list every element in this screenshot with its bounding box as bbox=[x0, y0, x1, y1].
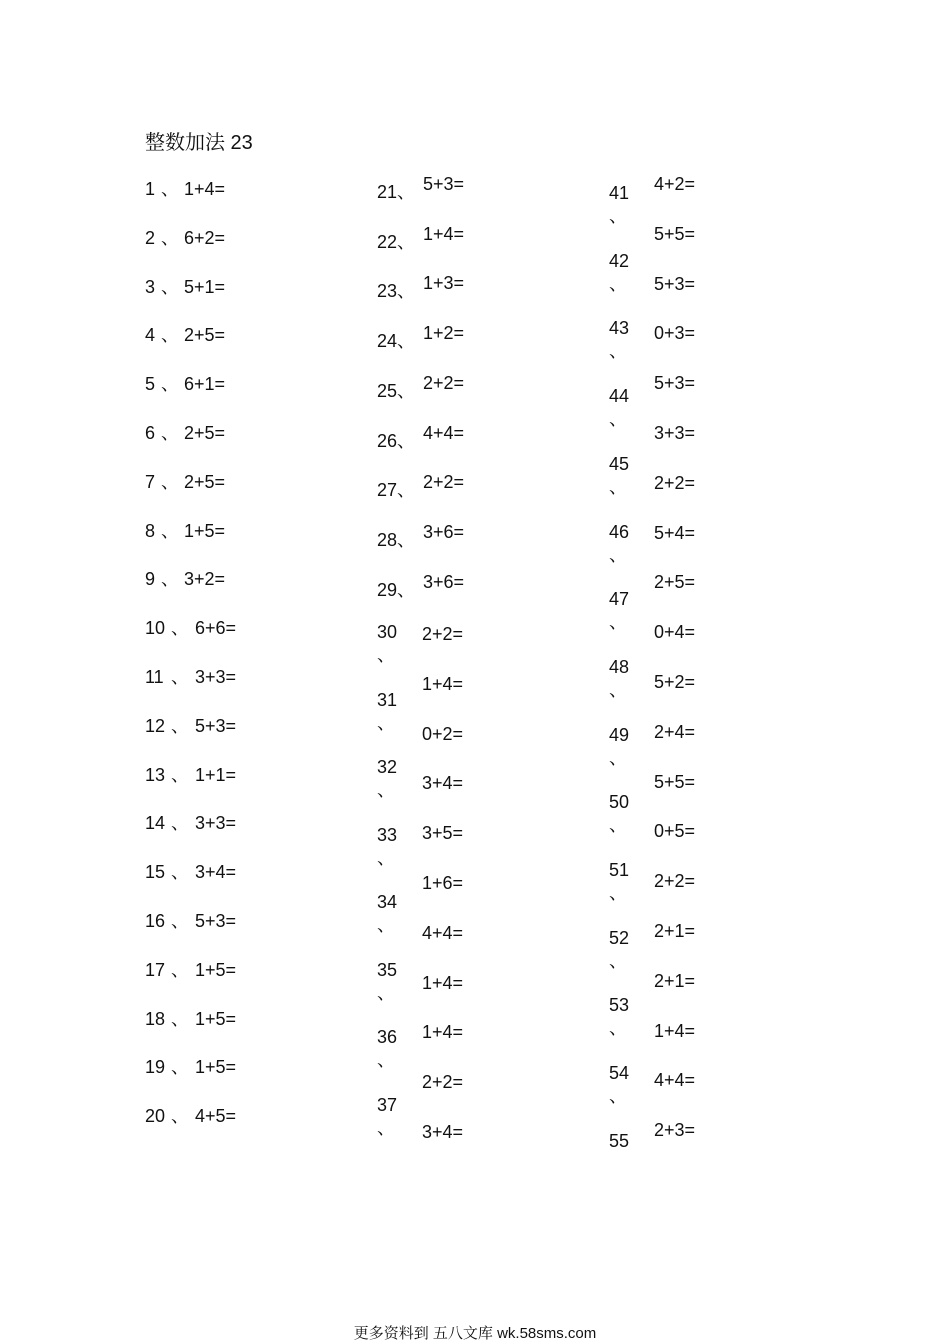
problem-separator: 、 bbox=[161, 276, 179, 297]
problem-number: 21 bbox=[377, 182, 398, 202]
problem-question: 2+5= bbox=[184, 423, 226, 443]
problem-separator: 、 bbox=[171, 667, 189, 687]
problem-number: 48 bbox=[609, 656, 630, 677]
problem-separator: 、 bbox=[377, 847, 395, 868]
problem-question: 1+4= bbox=[423, 223, 465, 244]
problem-question: 1+2= bbox=[423, 323, 465, 344]
problem-question: 4+4= bbox=[423, 422, 465, 443]
problem-number: 7 bbox=[145, 471, 156, 492]
problem-question: 2+5= bbox=[184, 325, 226, 346]
problem-number: 12 bbox=[145, 715, 166, 736]
page-title: 整数加法 23 bbox=[145, 132, 253, 154]
problem-question: 2+5= bbox=[654, 572, 696, 593]
problem-number: 47 bbox=[609, 589, 630, 610]
problem-separator: 、 bbox=[171, 862, 189, 883]
problem-question: 6+6= bbox=[195, 618, 237, 639]
problem-number: 16 bbox=[145, 911, 166, 931]
problem-number: 43 bbox=[609, 318, 630, 339]
problem-number: 22 bbox=[377, 231, 398, 252]
problem-question: 4+2= bbox=[654, 174, 696, 194]
problem-question: 2+3= bbox=[654, 1120, 696, 1141]
problem-separator: 、 bbox=[171, 764, 189, 785]
problem-separator: 、 bbox=[397, 331, 415, 352]
problem-separator: 、 bbox=[609, 206, 627, 226]
problem-separator: 、 bbox=[377, 1050, 395, 1070]
problem-question: 3+5= bbox=[422, 823, 464, 844]
problem-number: 45 bbox=[609, 453, 630, 474]
problem-number: 19 bbox=[145, 1057, 166, 1078]
footer-text: 更多资料到 五八文库 wk.58sms.com bbox=[353, 1325, 597, 1342]
problem-number: 1 bbox=[145, 179, 156, 199]
problem-separator: 、 bbox=[397, 182, 415, 202]
problem-separator: 、 bbox=[609, 747, 627, 768]
problem-separator: 、 bbox=[609, 409, 627, 430]
problem-question: 1+4= bbox=[422, 673, 464, 694]
problem-question: 2+2= bbox=[422, 1072, 464, 1093]
problem-separator: 、 bbox=[609, 950, 627, 971]
problem-number: 18 bbox=[145, 1008, 166, 1029]
problem-number: 32 bbox=[377, 757, 398, 777]
problem-question: 2+5= bbox=[184, 471, 226, 492]
problem-number: 24 bbox=[377, 331, 398, 352]
problem-number: 49 bbox=[609, 724, 630, 745]
problem-separator: 、 bbox=[171, 618, 189, 639]
problem-separator: 、 bbox=[609, 1086, 627, 1107]
problem-question: 3+3= bbox=[654, 423, 696, 443]
problem-number: 30 bbox=[377, 622, 398, 642]
problem-number: 23 bbox=[377, 281, 398, 302]
problem-number: 44 bbox=[609, 386, 630, 407]
problem-question: 3+4= bbox=[422, 773, 464, 794]
problem-question: 2+2= bbox=[654, 871, 696, 892]
problem-separator: 、 bbox=[161, 520, 179, 541]
problem-number: 33 bbox=[377, 824, 398, 845]
problem-number: 5 bbox=[145, 374, 156, 395]
problem-separator: 、 bbox=[377, 645, 395, 665]
problem-separator: 、 bbox=[171, 1008, 189, 1029]
problem-number: 13 bbox=[145, 764, 166, 785]
problem-question: 1+4= bbox=[654, 1020, 696, 1041]
problem-number: 54 bbox=[609, 1063, 630, 1084]
problem-separator: 、 bbox=[609, 273, 627, 294]
problem-number: 28 bbox=[377, 529, 398, 550]
problem-number: 52 bbox=[609, 927, 630, 948]
problem-separator: 、 bbox=[161, 179, 179, 199]
problem-number: 20 bbox=[145, 1106, 166, 1127]
problem-number: 26 bbox=[377, 430, 398, 451]
problem-number: 9 bbox=[145, 569, 156, 590]
problem-separator: 、 bbox=[609, 612, 627, 633]
problem-separator: 、 bbox=[609, 1018, 627, 1039]
problem-number: 6 bbox=[145, 423, 156, 443]
problem-question: 6+1= bbox=[184, 374, 226, 395]
problem-separator: 、 bbox=[609, 679, 627, 700]
problem-question: 1+5= bbox=[195, 1008, 237, 1029]
problem-question: 5+4= bbox=[654, 522, 696, 543]
problem-number: 46 bbox=[609, 521, 630, 542]
problem-question: 6+2= bbox=[184, 227, 226, 248]
problem-separator: 、 bbox=[171, 1057, 189, 1078]
problem-number: 36 bbox=[377, 1027, 398, 1047]
problem-question: 1+6= bbox=[422, 873, 464, 893]
problem-separator: 、 bbox=[171, 959, 189, 980]
problem-separator: 、 bbox=[377, 780, 395, 800]
problem-question: 1+5= bbox=[195, 959, 237, 980]
problem-question: 3+2= bbox=[184, 569, 226, 590]
problem-number: 31 bbox=[377, 689, 398, 710]
problem-separator: 、 bbox=[161, 227, 179, 248]
problem-number: 8 bbox=[145, 520, 156, 541]
problem-number: 14 bbox=[145, 813, 166, 834]
problem-question: 5+5= bbox=[654, 771, 696, 792]
problem-question: 0+3= bbox=[654, 323, 696, 344]
problem-separator: 、 bbox=[171, 1106, 189, 1127]
problem-question: 3+4= bbox=[195, 862, 237, 883]
problem-number: 17 bbox=[145, 959, 166, 980]
problem-question: 4+4= bbox=[422, 922, 464, 943]
problem-number: 4 bbox=[145, 325, 156, 346]
problem-question: 5+3= bbox=[654, 373, 696, 394]
problem-separator: 、 bbox=[171, 911, 189, 931]
problem-number: 3 bbox=[145, 276, 156, 297]
problem-question: 2+2= bbox=[654, 472, 696, 493]
problem-number: 37 bbox=[377, 1094, 398, 1115]
problem-question: 5+3= bbox=[654, 273, 696, 294]
problem-question: 3+6= bbox=[423, 521, 465, 542]
problem-question: 0+4= bbox=[654, 622, 696, 643]
problem-question: 1+4= bbox=[422, 1022, 464, 1043]
problem-number: 2 bbox=[145, 227, 156, 248]
problem-question: 2+1= bbox=[654, 921, 696, 941]
problem-number: 55 bbox=[609, 1130, 630, 1151]
problem-separator: 、 bbox=[377, 712, 395, 733]
problem-number: 34 bbox=[377, 892, 398, 912]
problem-separator: 、 bbox=[397, 529, 415, 550]
problem-number: 11 bbox=[145, 667, 164, 687]
problem-separator: 、 bbox=[609, 544, 627, 565]
problem-question: 5+3= bbox=[423, 174, 465, 194]
problem-number: 29 bbox=[377, 579, 398, 600]
problem-separator: 、 bbox=[397, 281, 415, 302]
problem-question: 2+2= bbox=[422, 624, 464, 644]
problem-separator: 、 bbox=[377, 915, 395, 935]
problem-number: 53 bbox=[609, 995, 630, 1016]
problem-question: 1+4= bbox=[422, 972, 464, 993]
problem-separator: 、 bbox=[397, 380, 415, 401]
problem-number: 41 bbox=[609, 183, 630, 203]
problem-question: 0+5= bbox=[654, 821, 696, 842]
problem-number: 50 bbox=[609, 792, 630, 813]
problem-question: 5+5= bbox=[654, 223, 696, 244]
problem-question: 2+4= bbox=[654, 721, 696, 742]
problem-separator: 、 bbox=[161, 325, 179, 346]
problem-separator: 、 bbox=[161, 423, 179, 443]
problem-separator: 、 bbox=[161, 569, 179, 590]
problem-question: 2+2= bbox=[423, 472, 465, 493]
problem-question: 3+3= bbox=[195, 813, 237, 834]
problem-number: 42 bbox=[609, 250, 630, 271]
problem-question: 4+5= bbox=[195, 1106, 237, 1127]
problem-separator: 、 bbox=[161, 374, 179, 395]
problem-question: 5+3= bbox=[195, 911, 237, 931]
problem-question: 1+4= bbox=[184, 179, 226, 199]
problem-question: 1+3= bbox=[423, 273, 465, 294]
problem-separator: 、 bbox=[377, 982, 395, 1003]
problem-question: 0+2= bbox=[422, 723, 464, 744]
problem-separator: 、 bbox=[161, 471, 179, 492]
problem-separator: 、 bbox=[609, 476, 627, 497]
problem-question: 5+3= bbox=[195, 715, 237, 736]
problem-question: 2+1= bbox=[654, 970, 696, 991]
problem-separator: 、 bbox=[171, 813, 189, 834]
problem-separator: 、 bbox=[397, 231, 415, 252]
problem-question: 1+5= bbox=[195, 1057, 237, 1078]
problem-separator: 、 bbox=[609, 883, 627, 903]
problem-question: 4+4= bbox=[654, 1070, 696, 1091]
problem-number: 51 bbox=[609, 860, 630, 880]
problem-separator: 、 bbox=[397, 579, 415, 600]
problem-question: 3+3= bbox=[195, 667, 237, 687]
problem-separator: 、 bbox=[609, 341, 627, 362]
problem-number: 27 bbox=[377, 480, 398, 501]
problem-number: 10 bbox=[145, 618, 166, 639]
problem-number: 35 bbox=[377, 959, 398, 980]
problem-separator: 、 bbox=[377, 1117, 395, 1138]
problem-question: 3+6= bbox=[423, 571, 465, 592]
problem-separator: 、 bbox=[171, 715, 189, 736]
problem-question: 2+2= bbox=[423, 372, 465, 393]
problem-number: 15 bbox=[145, 862, 166, 883]
problem-question: 1+5= bbox=[184, 520, 226, 541]
problem-question: 3+4= bbox=[422, 1122, 464, 1142]
problem-separator: 、 bbox=[609, 815, 627, 836]
problem-separator: 、 bbox=[397, 430, 415, 451]
problem-question: 5+2= bbox=[654, 672, 696, 692]
problem-question: 1+1= bbox=[195, 764, 237, 785]
problem-separator: 、 bbox=[397, 480, 415, 501]
problem-question: 5+1= bbox=[184, 276, 226, 297]
problem-number: 25 bbox=[377, 380, 398, 401]
